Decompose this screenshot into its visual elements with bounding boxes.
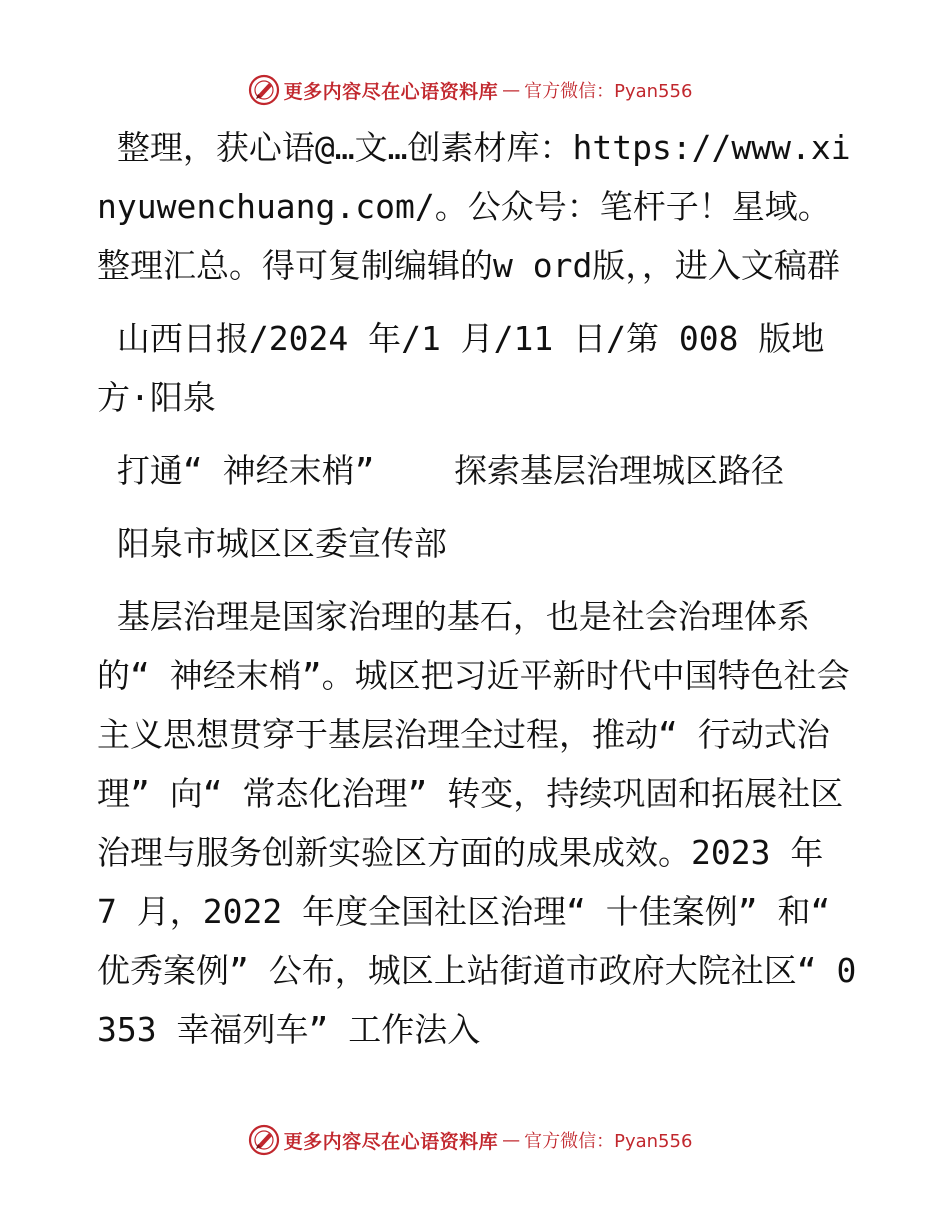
body-paragraph: 基层治理是国家治理的基石，也是社会治理体系的“ 神经末梢”。城区把习近平新时代中国特色社会主义思想贯穿于基层治理全过程，推动“ 行动式治理” 向“ 常态化治理” 转变，持续巩固和拓展社区治理与服务创新实验区方面的成果成效。2023 年 7 月，2022 年度全国社区治理“ 十佳案例” 和“ 优秀案例” 公布，城区上站街道市政府大院社区“ 0353 幸福列车” 工作法入 <box>97 597 857 1049</box>
footer-watermark <box>0 1120 950 1160</box>
watermark-group <box>248 1124 693 1156</box>
header-watermark <box>0 70 950 110</box>
article-author: 阳泉市城区区委宣传部 <box>97 524 447 563</box>
watermark-main-text: 更多内容尽在心语资料库 <box>283 1130 499 1153</box>
watermark-group <box>248 74 693 106</box>
library-logo-icon <box>248 74 280 106</box>
watermark-sub-text: 官方微信：Pyan556 <box>524 1131 693 1152</box>
watermark-separator: — <box>502 79 521 101</box>
article-title: 打通“ 神经末梢” 探索基层治理城区路径 <box>97 451 784 490</box>
intro-paragraph: 整理，获心语@…文…创素材库：https://www.xinyuwenchuang.com/。公众号：笔杆子！星域。整理汇总。得可复制编辑的w ord版，，进入文稿群 <box>97 128 851 285</box>
source-line: 山西日报/2024 年/1 月/11 日/第 008 版地方·阳泉 <box>97 319 825 417</box>
library-logo-icon <box>248 1124 280 1156</box>
watermark-separator: — <box>502 1129 521 1151</box>
document-body <box>97 118 857 1059</box>
watermark-main-text: 更多内容尽在心语资料库 <box>283 80 499 103</box>
watermark-sub-text: 官方微信：Pyan556 <box>524 81 693 102</box>
